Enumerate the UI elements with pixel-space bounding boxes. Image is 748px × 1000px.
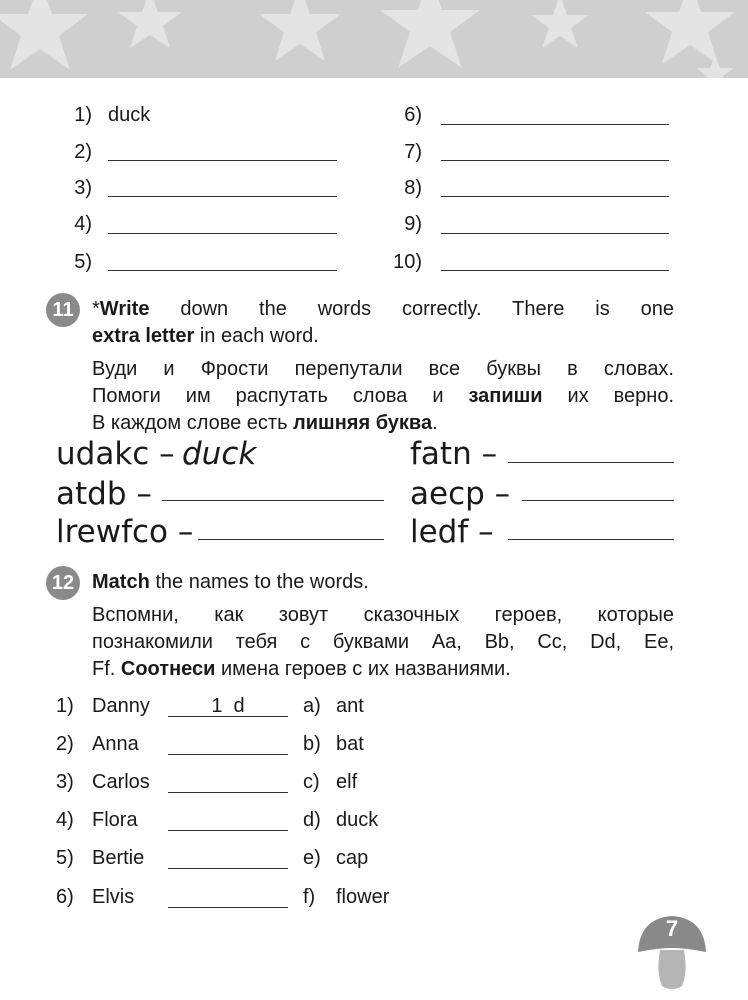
- hero-name: Elvis: [92, 886, 135, 908]
- match-answer: 1 d: [211, 695, 245, 717]
- answer-line[interactable]: [508, 462, 674, 463]
- option-letter: c): [303, 771, 320, 793]
- instruction-text: in each word.: [194, 325, 319, 347]
- instruction-text: В каждом слове есть: [92, 412, 294, 434]
- option-word: bat: [336, 733, 364, 755]
- instruction-text: Вспомни, как зовут сказочных героев, которые: [92, 604, 674, 626]
- instruction-text: the names to the words.: [149, 571, 369, 593]
- page-number-badge: [636, 912, 708, 1000]
- list-item-number: 9): [404, 213, 422, 235]
- hero-name: Danny: [92, 695, 150, 717]
- instruction-text: .: [432, 412, 438, 434]
- hero-name: Anna: [92, 733, 139, 755]
- answer-line[interactable]: [508, 539, 674, 540]
- list-item-number: 4): [74, 213, 92, 235]
- list-item-number: 3): [74, 177, 92, 199]
- option-letter: f): [303, 886, 316, 908]
- answer-line[interactable]: [168, 868, 288, 869]
- answer-line[interactable]: [441, 233, 669, 234]
- answer-line[interactable]: [162, 500, 384, 501]
- row-number: 1): [56, 695, 74, 717]
- answer-line[interactable]: [198, 539, 384, 540]
- answer-line[interactable]: [108, 196, 337, 197]
- answer-line[interactable]: [108, 233, 337, 234]
- scrambled-word: lrewfco –: [56, 514, 194, 550]
- list-item-number: 1): [74, 104, 92, 126]
- list-item-number: 7): [404, 141, 422, 163]
- instruction-text: down the words correctly. There is one: [149, 298, 674, 320]
- answer-line[interactable]: [168, 792, 288, 793]
- list-item-number: 8): [404, 177, 422, 199]
- scrambled-word: atdb –: [56, 476, 152, 512]
- instruction-text: их верно.: [542, 385, 675, 407]
- list-item-number: 10): [393, 251, 422, 273]
- list-item-answer: duck: [108, 104, 151, 126]
- option-word: flower: [336, 886, 390, 908]
- answer-line[interactable]: [168, 716, 288, 717]
- instruction-text: Ff.: [92, 658, 121, 680]
- list-item-number: 5): [74, 251, 92, 273]
- bold-word: запиши: [468, 385, 543, 407]
- hero-name: Flora: [92, 809, 138, 831]
- answer-line[interactable]: [168, 830, 288, 831]
- answer-line[interactable]: [441, 160, 669, 161]
- option-word: ant: [336, 695, 364, 717]
- header-stars-banner: [0, 0, 748, 78]
- list-item-number: 6): [404, 104, 422, 126]
- hero-name: Carlos: [92, 771, 150, 793]
- option-word: cap: [336, 847, 369, 869]
- page-number: 7: [665, 916, 679, 941]
- answer-line[interactable]: [108, 270, 337, 271]
- option-word: duck: [336, 809, 379, 831]
- instruction-text: Помоги им распутать слова и: [92, 385, 469, 407]
- task-number-badge: 12: [46, 566, 80, 600]
- bold-word: Соотнеси: [120, 658, 216, 680]
- scrambled-word: udakc –: [56, 436, 175, 472]
- instruction-text: Вуди и Фрости перепутали все буквы в словах.: [92, 358, 674, 380]
- row-number: 6): [56, 886, 74, 908]
- answer-line[interactable]: [441, 196, 669, 197]
- answer-line[interactable]: [168, 907, 288, 908]
- answer-line[interactable]: [108, 160, 337, 161]
- example-answer: duck: [182, 436, 257, 472]
- answer-line[interactable]: [441, 270, 669, 271]
- answer-line[interactable]: [441, 124, 669, 125]
- option-letter: b): [303, 733, 321, 755]
- instruction-text: имена героев с их названиями.: [215, 658, 511, 680]
- answer-line[interactable]: [168, 754, 288, 755]
- task11-instruction-en: [92, 296, 674, 350]
- row-number: 4): [56, 809, 74, 831]
- bold-word: Match: [92, 571, 150, 593]
- asterisk: *: [92, 298, 100, 320]
- scrambled-word: fatn –: [410, 436, 498, 472]
- bold-word: лишняя буква: [293, 412, 433, 434]
- option-letter: a): [303, 695, 321, 717]
- bold-word: extra letter: [92, 325, 195, 347]
- bold-word: Write: [99, 298, 150, 320]
- task11-instruction-ru: [92, 356, 674, 437]
- task-number-badge: 11: [46, 293, 80, 327]
- option-letter: e): [303, 847, 321, 869]
- task12-instruction-ru: [92, 602, 674, 683]
- option-letter: d): [303, 809, 321, 831]
- row-number: 5): [56, 847, 74, 869]
- hero-name: Bertie: [92, 847, 145, 869]
- row-number: 2): [56, 733, 74, 755]
- option-word: elf: [336, 771, 358, 793]
- row-number: 3): [56, 771, 74, 793]
- list-item-number: 2): [74, 141, 92, 163]
- instruction-text: познакомили тебя с буквами Aa, Bb, Cc, Dd, Ee,: [92, 631, 674, 653]
- star-pattern: [0, 0, 748, 78]
- task12-instruction-en: [92, 569, 674, 596]
- scrambled-word: aecp –: [410, 476, 511, 512]
- scrambled-word: ledf –: [410, 514, 494, 550]
- answer-line[interactable]: [522, 500, 674, 501]
